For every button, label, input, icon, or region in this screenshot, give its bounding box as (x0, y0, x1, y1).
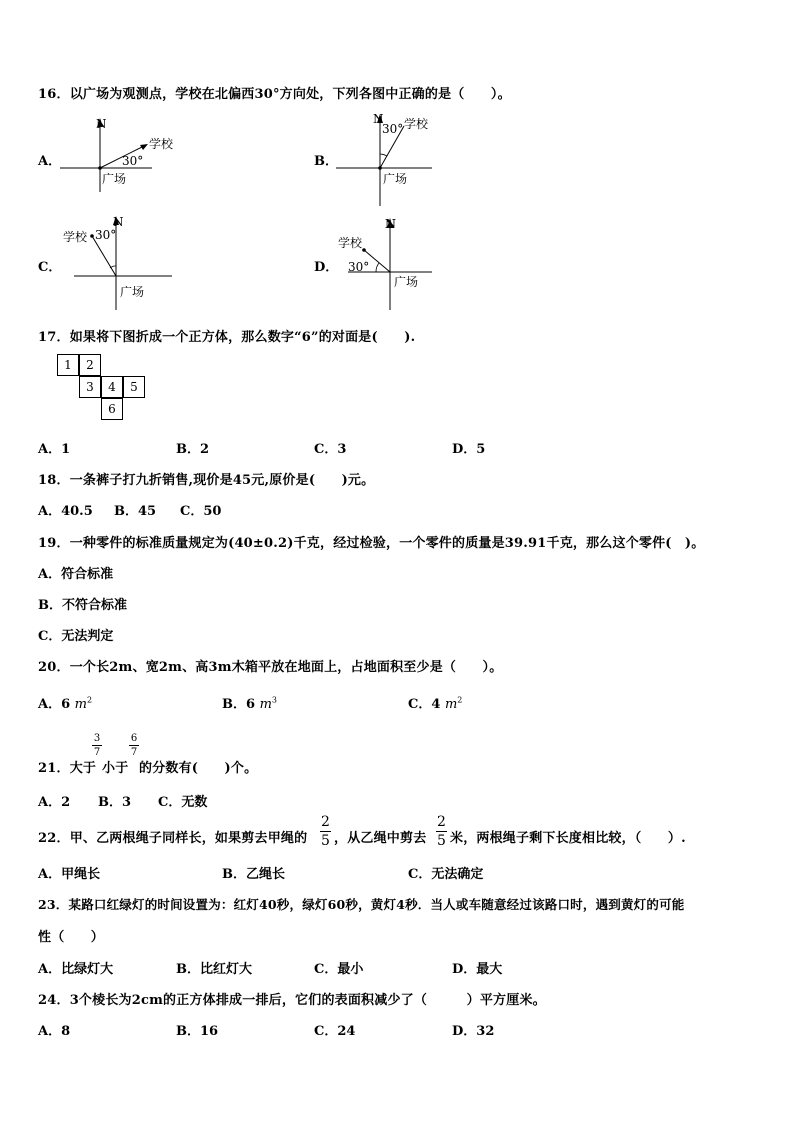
q19-stem: 19．一种零件的标准质量规定为(40±0.2)千克，经过检验，一个零件的质量是39.91千克，那么这个零件( )。 (38, 536, 705, 551)
q24-option-d[interactable]: D．32 (452, 1024, 495, 1039)
q20-option-c[interactable] (408, 693, 462, 712)
q24-stem: 24．3个棱长为2cm的正方体排成一排后，它们的表面积减少了（ ）平方厘米。 (38, 993, 546, 1008)
q16-a-square: 广场 (102, 172, 127, 186)
q16-c-north: N (113, 215, 124, 229)
q20-option-c-exp: 2 (457, 695, 463, 705)
q20-option-b-value: B．6 (222, 697, 256, 712)
q18-stem: 18．一条裤子打九折销售,现价是45元,原价是( )元。 (38, 473, 375, 488)
q17-option-b[interactable]: B．2 (176, 442, 210, 457)
q16-c-square: 广场 (120, 285, 145, 299)
q16-stem: 16．以广场为观测点，学校在北偏西30°方向处，下列各图中正确的是（ ）。 (38, 87, 511, 102)
q20-option-a-exp: 2 (87, 695, 93, 705)
q22-fraction-1 (320, 815, 331, 848)
q22-mid: ，从乙绳中剪去 (334, 831, 427, 846)
q22-frac1-num: 2 (321, 814, 330, 830)
q21-mid: 小于 (102, 761, 129, 776)
q22-fraction-2 (436, 815, 447, 848)
q16-diagram-d[interactable] (336, 212, 536, 312)
q18-option-c[interactable]: C．50 (180, 504, 222, 519)
q23-stem-line2: 性（ ） (38, 930, 105, 945)
q22-frac2-num: 2 (437, 814, 446, 830)
q20-option-b-unit: m (259, 697, 272, 712)
q18-option-b[interactable]: B．45 (114, 504, 157, 519)
q16-diagram-b[interactable] (336, 110, 536, 210)
q21-frac2-num: 6 (130, 733, 138, 744)
q16-option-d-label[interactable]: D． (314, 260, 339, 275)
q24-option-a[interactable]: A．8 (38, 1024, 71, 1039)
q17-option-c[interactable]: C．3 (314, 442, 347, 457)
q23-stem-line1: 23．某路口红绿灯的时间设置为：红灯40秒，绿灯60秒，黄灯4秒．当人或车随意经过该路口时，遇到黄灯的可能 (38, 897, 685, 912)
q16-a-school: 学校 (149, 137, 174, 151)
q17-option-a[interactable]: A．1 (38, 442, 71, 457)
q20-option-a-unit: m (74, 697, 87, 712)
q21-frac2-den: 7 (130, 747, 138, 758)
net-cell-1: 1 (57, 354, 79, 376)
q16-d-angle: 30° (348, 260, 370, 274)
q23-option-d[interactable]: D．最大 (452, 962, 503, 977)
q16-option-c-label[interactable]: C． (38, 260, 62, 275)
q23-option-b[interactable]: B．比红灯大 (176, 962, 252, 977)
q21-fraction-1 (92, 733, 102, 758)
q22-frac2-den: 5 (437, 833, 446, 849)
q16-diagram-a[interactable] (60, 112, 260, 202)
q16-d-square: 广场 (394, 275, 419, 289)
q20-option-b-exp: 3 (271, 695, 277, 705)
q24-option-c[interactable]: C．24 (314, 1024, 356, 1039)
net-cell-3: 3 (79, 376, 101, 398)
q16-c-school: 学校 (63, 230, 88, 244)
q22-prefix: 22．甲、乙两根绳子同样长，如果剪去甲绳的 (38, 831, 308, 846)
q19-option-c[interactable]: C．无法判定 (38, 629, 114, 644)
q17-stem: 17．如果将下图折成一个正方体，那么数字“6”的对面是( ). (38, 330, 416, 345)
q21-option-b[interactable]: B．3 (98, 795, 132, 810)
q16-b-north: N (373, 112, 384, 126)
q21-frac1-den: 7 (93, 747, 101, 758)
q23-option-a[interactable]: A．比绿灯大 (38, 962, 114, 977)
q21-prefix: 21．大于 (38, 761, 97, 776)
q20-stem: 20．一个长2m、宽2m、高3m木箱平放在地面上，占地面积至少是（ ）。 (38, 660, 503, 675)
q21-option-c[interactable]: C．无数 (158, 795, 208, 810)
q16-b-school: 学校 (404, 117, 429, 131)
q19-option-a[interactable]: A．符合标准 (38, 567, 114, 582)
q21-frac1-num: 3 (93, 733, 101, 744)
q22-frac1-den: 5 (321, 833, 330, 849)
q20-option-c-unit: m (444, 697, 458, 712)
q22-option-b[interactable]: B．乙绳长 (222, 867, 285, 882)
q22-suffix: 米，两根绳子剩下长度相比较，（ ）. (450, 831, 686, 846)
q16-option-b-label[interactable]: B． (314, 154, 338, 169)
net-cell-4: 4 (101, 376, 123, 398)
q16-b-angle: 30° (382, 122, 404, 136)
q22-option-a[interactable]: A．甲绳长 (38, 867, 101, 882)
net-cell-6: 6 (101, 398, 123, 420)
q20-option-a-value: A．6 (38, 697, 71, 712)
q16-a-angle: 30° (122, 154, 144, 168)
q23-option-c[interactable]: C．最小 (314, 962, 364, 977)
q21-suffix: 的分数有( )个。 (139, 761, 258, 776)
q17-option-d[interactable]: D．5 (452, 442, 486, 457)
q16-b-square: 广场 (383, 172, 408, 186)
q16-d-north: N (385, 217, 396, 231)
q20-option-c-value: C．4 (408, 697, 441, 712)
q24-option-b[interactable]: B．16 (176, 1024, 219, 1039)
q16-diagram-c[interactable] (60, 212, 260, 312)
q22-option-c[interactable]: C．无法确定 (408, 867, 484, 882)
q16-d-school: 学校 (338, 236, 363, 250)
q21-option-a[interactable]: A．2 (38, 795, 71, 810)
q21-fraction-2 (129, 733, 139, 758)
q16-c-angle: 30° (95, 228, 117, 242)
q16-a-north: N (96, 117, 107, 131)
q20-option-b[interactable] (222, 693, 277, 712)
net-cell-2: 2 (79, 354, 101, 376)
q19-option-b[interactable]: B．不符合标准 (38, 598, 127, 613)
net-cell-5: 5 (123, 376, 145, 398)
q18-option-a[interactable]: A．40.5 (38, 504, 93, 519)
q16-option-a-label[interactable]: A． (38, 154, 62, 169)
q20-option-a[interactable] (38, 693, 92, 712)
